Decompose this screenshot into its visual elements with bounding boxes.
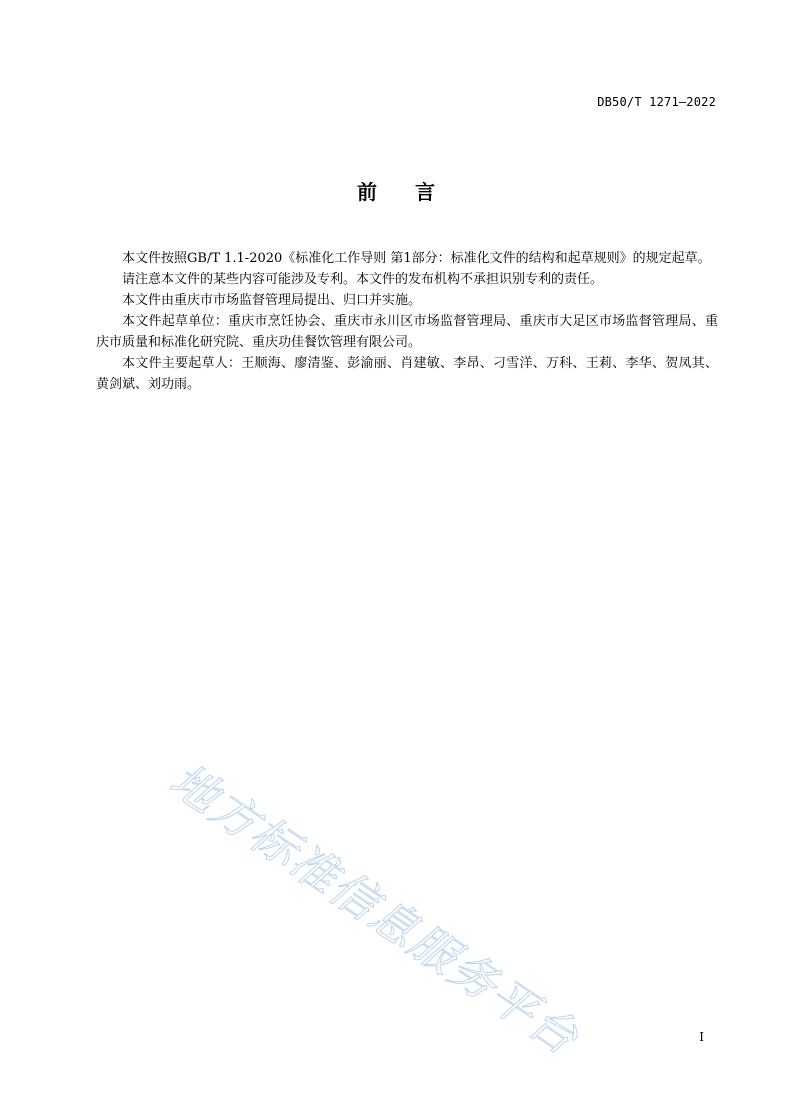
page-title: 前言 — [357, 180, 473, 204]
page-number: I — [699, 1030, 704, 1044]
watermark: 地方标准信息服务平台 — [160, 752, 589, 1066]
document-code: DB50/T 1271—2022 — [597, 95, 716, 109]
paragraph-drafters: 本文件主要起草人：王顺海、廖清鉴、彭渝丽、肖建敏、李昂、刁雪洋、万科、王莉、李华、贺凤其、黄剑斌、刘功雨。 — [96, 356, 718, 392]
paragraph-proposing-authority: 本文件由重庆市市场监督管理局提出、归口并实施。 — [122, 293, 422, 308]
paragraph-patent-notice: 请注意本文件的某些内容可能涉及专利。本文件的发布机构不承担识别专利的责任。 — [122, 272, 604, 287]
paragraph-drafting-rules: 本文件按照GB/T 1.1-2020《标准化工作导则 第1部分：标准化文件的结构和起草规则》的规定起草。 — [122, 251, 711, 266]
paragraph-drafting-units: 本文件起草单位：重庆市烹饪协会、重庆市永川区市场监督管理局、重庆市大足区市场监督管理局、重庆市质量和标准化研究院、重庆功佳餐饮管理有限公司。 — [96, 314, 718, 350]
foreword-body — [96, 248, 718, 395]
